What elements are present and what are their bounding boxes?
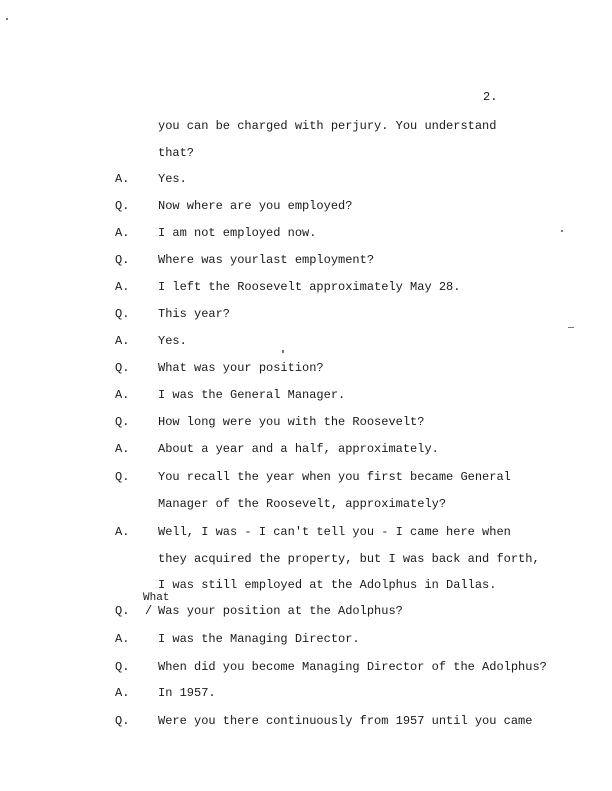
line-text: Well, I was - I can't tell you - I came here when <box>158 525 511 539</box>
transcript-line <box>0 278 612 296</box>
line-text: About a year and a half, approximately. <box>158 442 439 456</box>
transcript-line <box>0 359 612 377</box>
line-text: Manager of the Roosevelt, approximately? <box>158 497 447 511</box>
transcript-line <box>0 224 612 242</box>
speaker-label: A. <box>115 632 130 646</box>
speaker-label: Q. <box>115 470 130 484</box>
line-text: Yes. <box>158 172 187 186</box>
transcript-line <box>0 712 612 730</box>
line-text: that? <box>158 146 195 160</box>
line-text: I was the General Manager. <box>158 388 346 402</box>
transcript-line <box>0 468 612 486</box>
transcript-line <box>0 170 612 188</box>
scan-speck <box>568 327 574 328</box>
transcript-line <box>0 251 612 269</box>
transcript-line <box>0 332 612 350</box>
handwritten-insertion: What <box>143 592 170 604</box>
line-text: What was your position? <box>158 361 324 375</box>
speaker-label: Q. <box>115 415 130 429</box>
insertion-mark: / <box>145 604 153 618</box>
speaker-label: A. <box>115 280 130 294</box>
page-number: 2. <box>483 90 498 104</box>
line-text: Were you there continuously from 1957 until you came <box>158 714 533 728</box>
line-text: Where was yourlast employment? <box>158 253 375 267</box>
transcript-line <box>0 440 612 458</box>
scan-speck <box>561 230 563 232</box>
line-text: you can be charged with perjury. You understand <box>158 119 497 133</box>
line-text: Now where are you employed? <box>158 199 353 213</box>
line-text: I was still employed at the Adolphus in Dallas. <box>158 578 497 592</box>
speaker-label: Q. <box>115 660 130 674</box>
transcript-line <box>0 630 612 648</box>
scan-speck <box>6 18 8 20</box>
transcript-line <box>0 117 612 135</box>
line-text: When did you become Managing Director of the Adolphus? <box>158 660 547 674</box>
transcript-line <box>0 495 612 513</box>
line-text: In 1957. <box>158 686 216 700</box>
transcript-line <box>0 305 612 323</box>
speaker-label: Q. <box>115 361 130 375</box>
line-text: You recall the year when you first became General <box>158 470 511 484</box>
transcript-line <box>0 197 612 215</box>
speaker-label: A. <box>115 226 130 240</box>
transcript-line <box>0 658 612 676</box>
line-text: I left the Roosevelt approximately May 28. <box>158 280 461 294</box>
transcript-line <box>0 576 612 594</box>
line-text: Was your position at the Adolphus? <box>158 604 403 618</box>
transcript-line <box>0 684 612 702</box>
speaker-label: Q. <box>115 307 130 321</box>
transcript-line <box>0 386 612 404</box>
transcript-line <box>0 550 612 568</box>
speaker-label: A. <box>115 525 130 539</box>
scan-speck <box>282 350 284 353</box>
line-text: How long were you with the Roosevelt? <box>158 415 425 429</box>
transcript-line <box>0 602 612 620</box>
transcript-line <box>0 523 612 541</box>
speaker-label: Q. <box>115 199 130 213</box>
line-text: Yes. <box>158 334 187 348</box>
line-text: This year? <box>158 307 231 321</box>
line-text: I am not employed now. <box>158 226 317 240</box>
line-text: they acquired the property, but I was back and forth, <box>158 552 540 566</box>
line-text: I was the Managing Director. <box>158 632 360 646</box>
speaker-label: Q. <box>115 253 130 267</box>
speaker-label: Q. <box>115 714 130 728</box>
speaker-label: A. <box>115 686 130 700</box>
speaker-label: A. <box>115 172 130 186</box>
speaker-label: Q. <box>115 604 130 618</box>
transcript-line <box>0 144 612 162</box>
speaker-label: A. <box>115 388 130 402</box>
speaker-label: A. <box>115 334 130 348</box>
transcript-line <box>0 413 612 431</box>
speaker-label: A. <box>115 442 130 456</box>
